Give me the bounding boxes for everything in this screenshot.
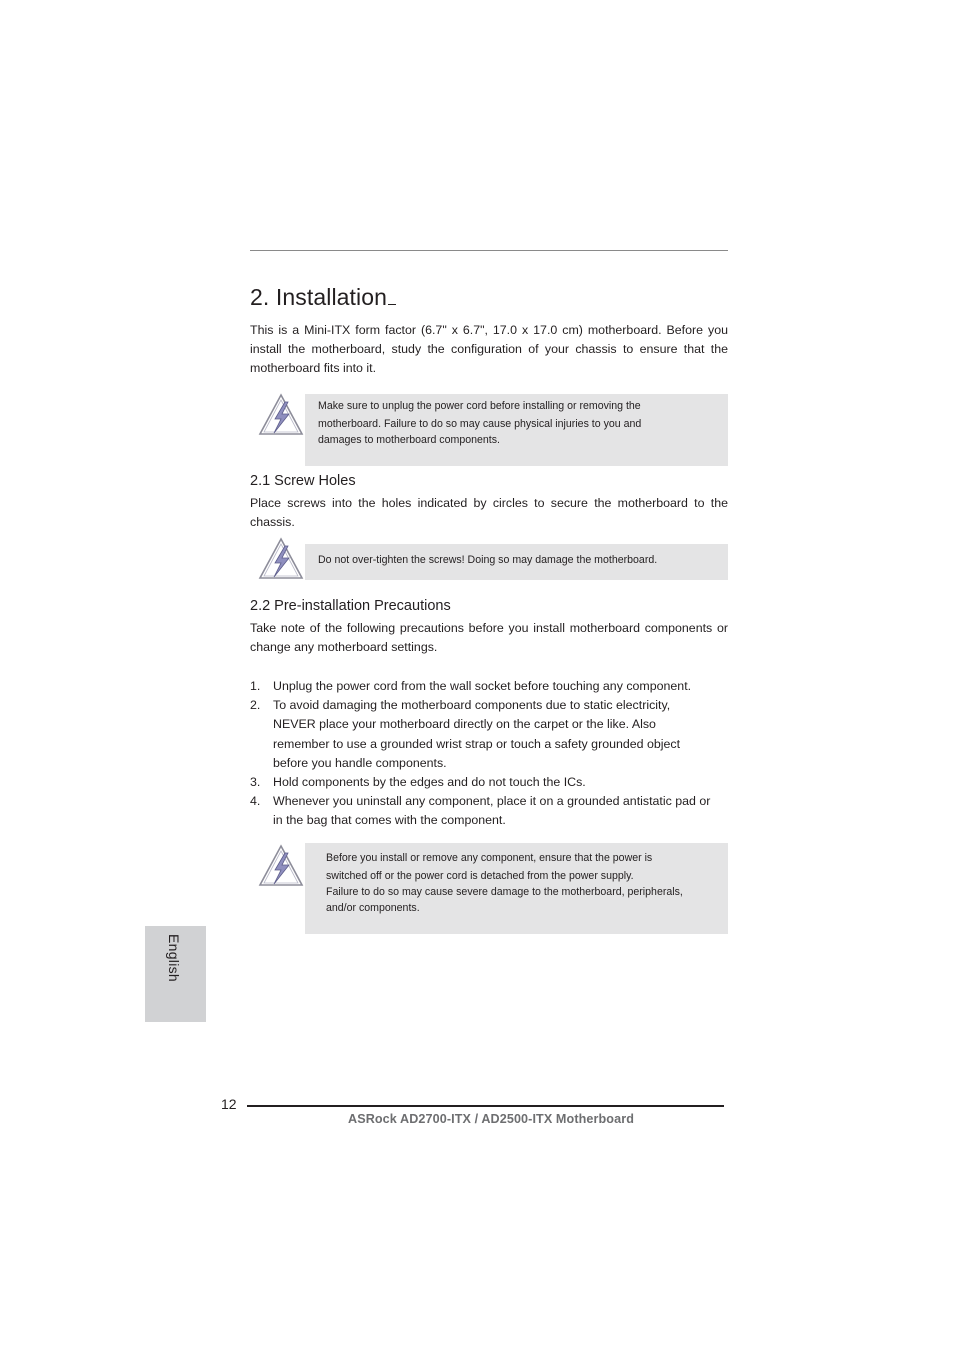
footer-divider — [247, 1105, 724, 1107]
note-line: motherboard. Failure to do so may cause physical injuries to you and — [318, 417, 642, 430]
section-heading-screw-holes: 2.1 Screw Holes — [250, 473, 356, 489]
language-label: English — [166, 934, 182, 983]
list-item: 4. Whenever you uninstall any component, place it on a grounded antistatic pad or in the bag that comes with the component. — [250, 794, 711, 828]
warning-note-power — [305, 843, 728, 934]
precautions-list — [250, 677, 730, 831]
warning-icon — [258, 392, 304, 438]
warning-icon — [258, 843, 304, 889]
section-heading-precautions: 2.2 Pre-installation Precautions — [250, 598, 451, 614]
title-underscore — [388, 304, 396, 305]
list-item: 2. To avoid damaging the motherboard components due to static electricity, NEVER place your motherboard directly on the carpet or the like. Also remember to use a grounded wrist strap or touch a safety grounded object before you handle components. — [250, 698, 681, 770]
page-title: 2. Installation — [250, 284, 396, 311]
list-item: 1. Unplug the power cord from the wall socket before touching any component. — [250, 679, 692, 693]
note-line: Failure to do so may cause severe damage to the motherboard, peripherals, — [326, 886, 683, 898]
list-item: 3. Hold components by the edges and do not touch the ICs. — [250, 775, 586, 790]
precautions-paragraph: Take note of the following precautions before you install motherboard components or change any motherboard settings. — [250, 621, 728, 655]
note-line: damages to motherboard components. — [318, 434, 500, 446]
note-line: and/or components. — [326, 901, 420, 914]
intro-paragraph: This is a Mini-ITX form factor (6.7" x 6.7", 17.0 x 17.0 cm) motherboard. Before you install the motherboard, study the configuration of your chassis to ensure that the motherboard fits into it. — [250, 323, 728, 376]
page-number: 12 — [221, 1096, 237, 1112]
warning-note-screws — [305, 544, 728, 580]
warning-icon — [258, 536, 304, 582]
note-line: switched off or the power cord is detached from the power supply. — [326, 869, 634, 882]
note-line: Before you install or remove any component, ensure that the power is — [326, 852, 653, 864]
footer-product-name: ASRock AD2700-ITX / AD2500-ITX Motherboard — [348, 1112, 634, 1126]
warning-note-unplug — [305, 394, 728, 466]
language-tab — [145, 926, 206, 1022]
top-divider — [250, 250, 728, 251]
note-line: Make sure to unplug the power cord before installing or removing the — [318, 400, 641, 412]
screw-holes-paragraph: Place screws into the holes indicated by circles to secure the motherboard to the chassis. — [250, 496, 728, 530]
note-line: Do not over-tighten the screws! Doing so may damage the motherboard. — [318, 554, 658, 566]
